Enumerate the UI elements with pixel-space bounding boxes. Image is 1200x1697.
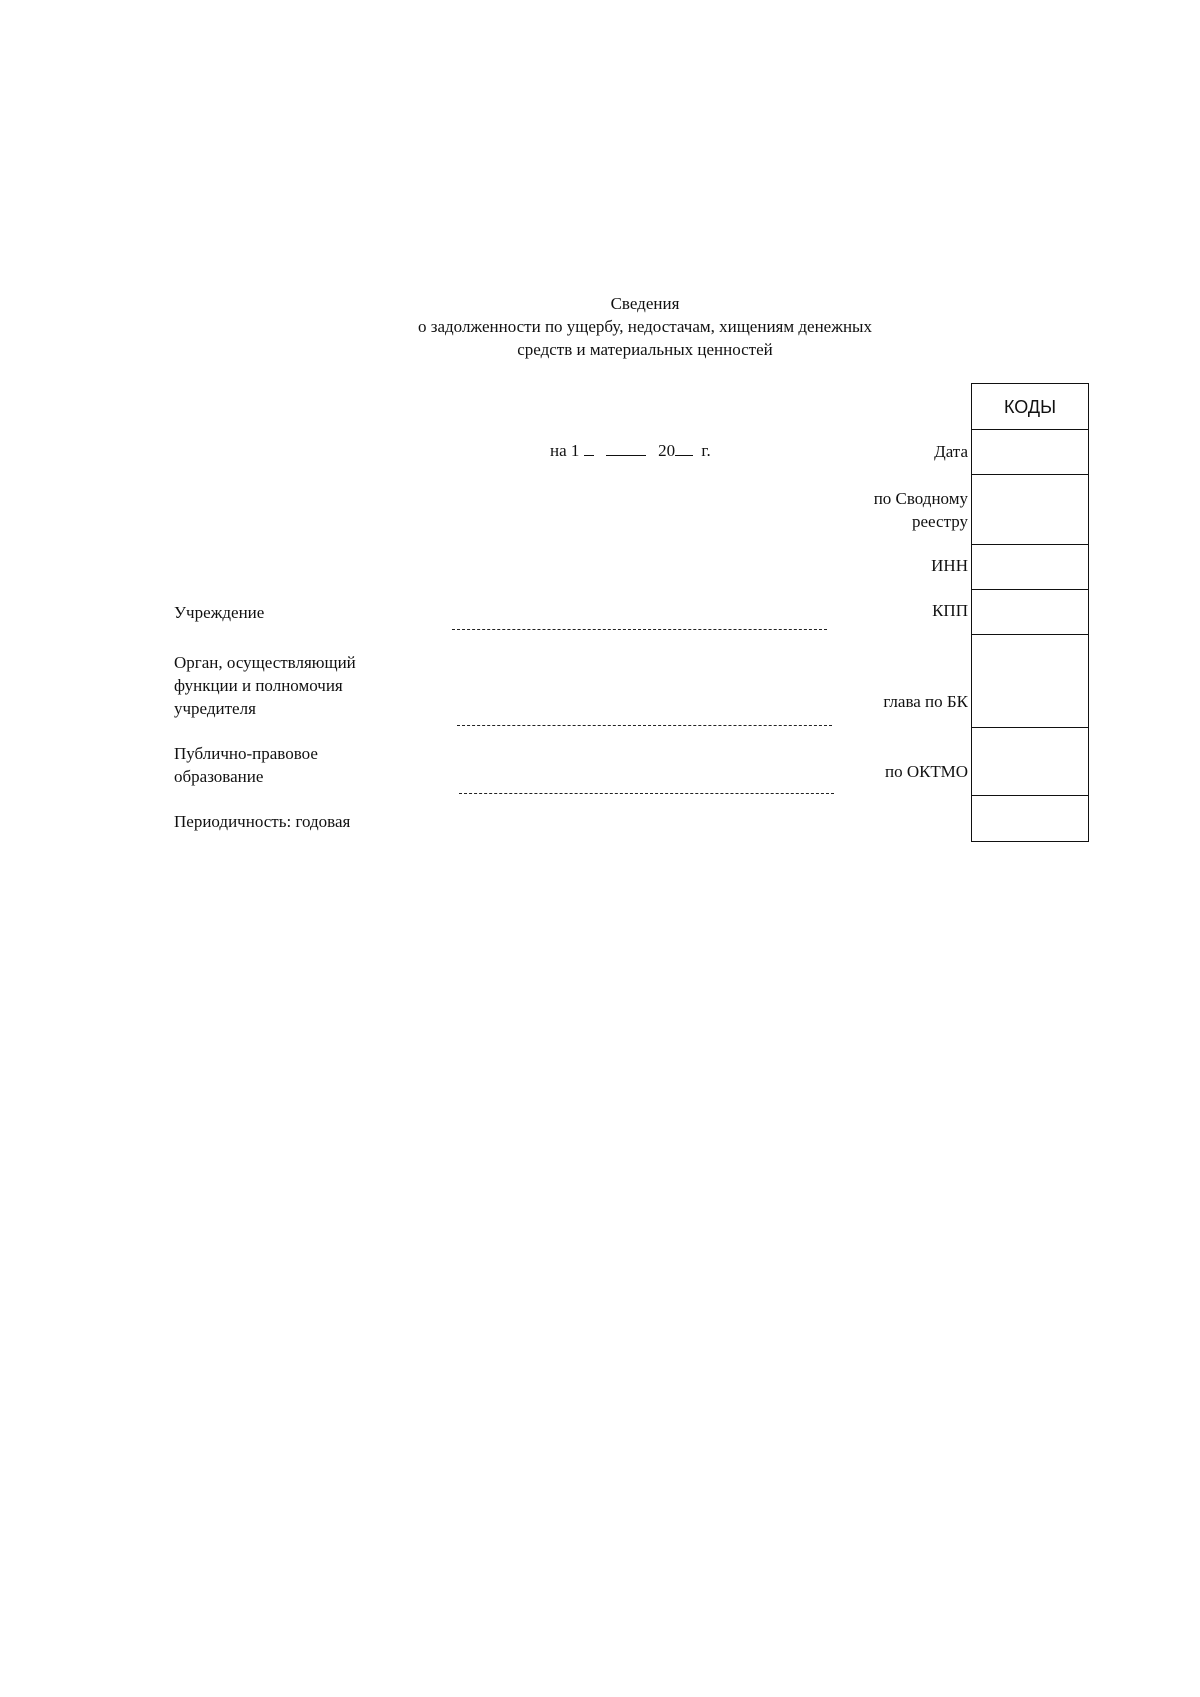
- code-cell-register[interactable]: [972, 475, 1088, 545]
- code-label-date: Дата: [934, 442, 968, 461]
- code-cell-oktmo[interactable]: [972, 728, 1088, 796]
- code-label-register-line1: по Сводному: [873, 489, 968, 508]
- month-blank[interactable]: [606, 441, 646, 456]
- founder-label-line2: функции и полномочия: [174, 676, 343, 695]
- code-label-head-bk: глава по БК: [883, 692, 968, 711]
- institution-fill-line[interactable]: [452, 629, 827, 630]
- document-title: Сведения: [610, 294, 680, 313]
- code-cell-inn[interactable]: [972, 545, 1088, 590]
- founder-fill-line[interactable]: [457, 725, 832, 726]
- document-subtitle-line1: о задолженности по ущербу, недостачам, хищениям денежных: [418, 317, 872, 336]
- entity-fill-line[interactable]: [459, 793, 834, 794]
- code-label-inn: ИНН: [931, 556, 968, 575]
- institution-label: Учреждение: [174, 603, 265, 622]
- code-cell-kpp[interactable]: [972, 590, 1088, 635]
- codes-header: КОДЫ: [972, 384, 1088, 430]
- founder-label-line3: учредителя: [174, 699, 256, 718]
- periodicity-label: Периодичность: годовая: [174, 812, 351, 831]
- report-date-line: [550, 441, 711, 461]
- year-blank[interactable]: [675, 441, 693, 456]
- entity-label-line2: образование: [174, 767, 264, 786]
- code-cell-date[interactable]: [972, 430, 1088, 475]
- code-label-kpp: КПП: [932, 601, 968, 620]
- date-prefix: на 1: [550, 441, 580, 460]
- codes-table: [971, 383, 1089, 842]
- founder-label-line1: Орган, осуществляющий: [174, 653, 356, 672]
- day-blank[interactable]: [584, 441, 594, 456]
- year-prefix: 20: [658, 441, 676, 460]
- entity-label-line1: Публично-правовое: [174, 744, 318, 763]
- code-label-oktmo: по ОКТМО: [884, 762, 968, 781]
- code-label-register-line2: реестру: [912, 512, 968, 531]
- code-cell-head-bk[interactable]: [972, 635, 1088, 728]
- code-cell-extra[interactable]: [972, 796, 1088, 841]
- date-suffix: г.: [701, 441, 711, 460]
- document-subtitle-line2: средств и материальных ценностей: [517, 340, 773, 359]
